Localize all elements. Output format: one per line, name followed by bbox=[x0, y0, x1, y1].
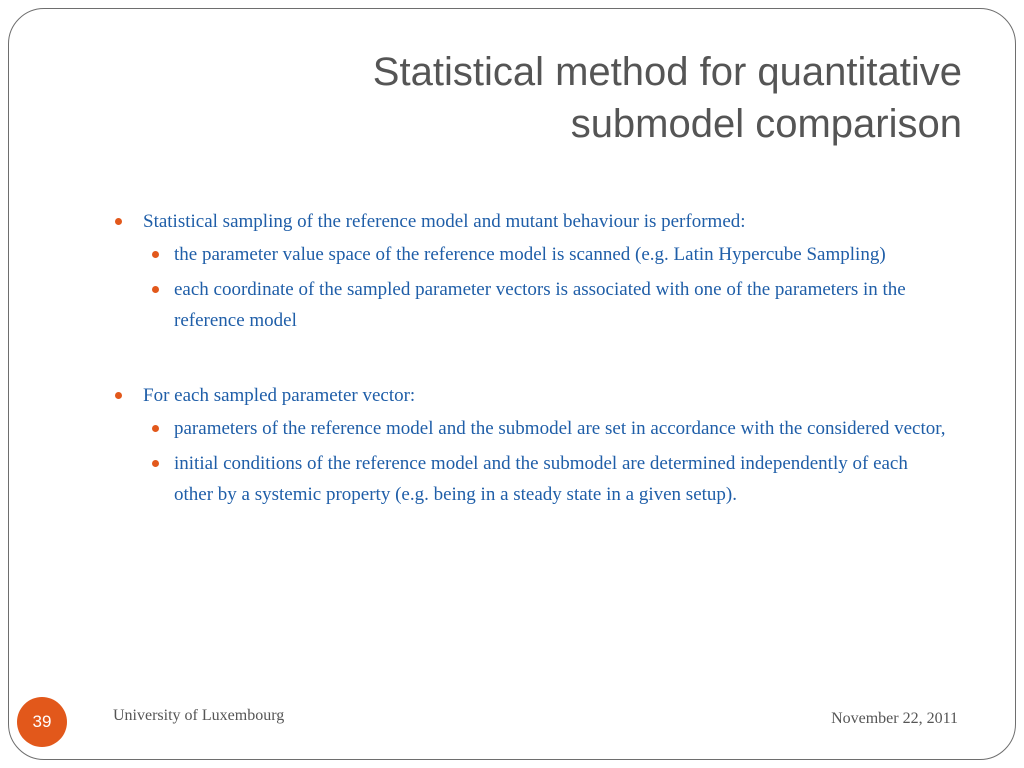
bullet-1: Statistical sampling of the reference model and mutant behaviour is performed: bbox=[110, 206, 950, 237]
slide-title-line-1: Statistical method for quantitative bbox=[372, 50, 962, 94]
footer-institution: University of Luxembourg bbox=[113, 707, 285, 724]
slide-title bbox=[202, 46, 962, 150]
bullet-2: For each sampled parameter vector: bbox=[110, 380, 950, 411]
bullet-gap bbox=[110, 336, 950, 380]
footer-date: November 22, 2011 bbox=[831, 710, 958, 727]
bullet-2-sub-2: initial conditions of the reference model and the submodel are determined independently of each other by a systemic property (e.g. being in a steady state in a given setup). bbox=[143, 448, 950, 510]
bullet-2-sub-1: parameters of the reference model and the submodel are set in accordance with the considered vector, bbox=[143, 413, 950, 444]
page-number-badge: 39 bbox=[17, 697, 67, 747]
bullet-1-sub-1: the parameter value space of the reference model is scanned (e.g. Latin Hypercube Sampling) bbox=[143, 239, 950, 270]
slide-body bbox=[110, 206, 950, 510]
slide-title-line-2: submodel comparison bbox=[570, 102, 962, 146]
bullet-1-sub-2: each coordinate of the sampled parameter vectors is associated with one of the parameters in the reference model bbox=[143, 274, 950, 336]
